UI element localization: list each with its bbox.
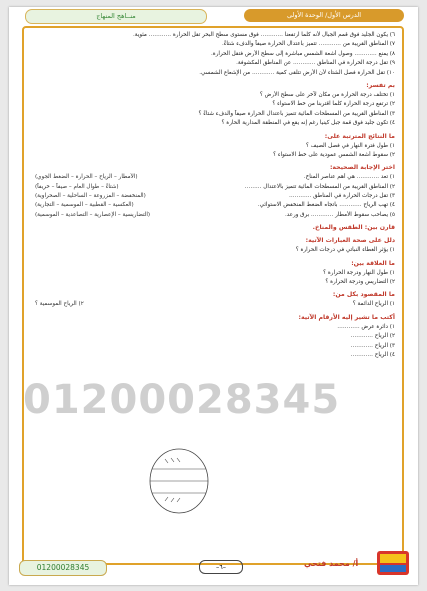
question-text: ١) تعد ………… هي أهم عناصر المناخ. [303, 174, 395, 181]
question-line: ١) تختلف درجة الحرارة من مكان لآخر على سطح الأرض ؟ [259, 91, 395, 98]
section-heading: دلل على صحة العبارات الآتية: [305, 237, 395, 245]
question-text: ١) الرياح الدائمة ؟ [352, 301, 395, 308]
section-heading: قارن بين: الطقس والمناخ. [312, 224, 395, 232]
question-line: ١) طول فترة النهار في فصل الصيف ؟ [305, 142, 395, 149]
header-lesson-title: الدرس الأول/ الوحدة الأولى [244, 9, 404, 22]
publisher-logo-icon [375, 549, 411, 577]
question-text: ٣) تقل درجات الحرارة في المناطق ………… [289, 193, 395, 200]
header-left-badge: منــاهج المنهاج [25, 9, 207, 24]
question-line: ١) دائرة عرض ………… [337, 323, 395, 330]
answer-options: (العكسية – القطبية – الموسمية – التجارية) [35, 202, 134, 209]
question-line: ٢) الرياح ………… [350, 333, 395, 340]
question-line: ٩) تقل درجة الحرارة في المناطق ………… عن المناطق المكشوفة. [236, 60, 395, 67]
question-line: ٣) المناطق القريبة من المسطحات المائية تتميز باعتدال الحرارة صيفاً والدفء شتاءً ؟ [198, 110, 395, 117]
question-line: ١) طول النهار ودرجة الحرارة ؟ [323, 269, 395, 276]
choice-question [35, 211, 395, 220]
choice-question [35, 300, 395, 309]
globe-diagram [147, 447, 211, 515]
question-line: ٤) تكون جليد فوق قمة جبل كينيا رغم إنه يقع في المنطقة المدارية الحارة ؟ [221, 120, 395, 127]
question-line: ٢) ترتفع درجة الحرارة كلما اقتربنا من خط الاستواء ؟ [272, 101, 395, 108]
worksheet-page [9, 7, 418, 585]
question-line: ٣) الرياح ………… [350, 342, 395, 349]
question-line: ٦) يكون الجليد فوق قمم الجبال لأنه كلما ارتفعنا ………… فوق مستوى سطح البحر تقل الحرارة ………… مئوية. [132, 32, 395, 38]
section-heading: اختر الإجابة الصحيحة: [329, 164, 395, 172]
choice-question [35, 183, 395, 192]
author-name: أ/ محمد فتحي [304, 559, 359, 568]
answer-options: (المنخفضة – المزروعة – الساحلية – الصحراوية) [35, 193, 146, 200]
section-heading: أكتب ما تشير إليه الأرقام الآتية: [298, 313, 395, 321]
page-number: –٦– [199, 560, 243, 574]
footer-phone: 01200028345 [19, 560, 107, 576]
watermark-number: 01200028345 [23, 377, 341, 423]
question-text: ٢) المناطق القريبة من المسطحات المائية تتميز بالاعتدال ……… [244, 183, 395, 190]
question-line: ١) يؤثر الغطاء النباتي في درجات الحرارة ؟ [295, 247, 395, 254]
choice-question [35, 201, 395, 210]
worksheet-content [35, 31, 395, 360]
section-heading: ما المقصود بكل من: [332, 291, 395, 299]
question-line: ٨) يمنع ………… وصول أشعة الشمس مباشرة إلى سطح الأرض فتقل الحرارة. [210, 50, 395, 57]
question-line: ٧) المناطق القريبة من ………… تتميز باعتدال الحرارة صيفاً والدفء شتاءً. [221, 41, 395, 48]
answer-options: (التضاريسية – الإعصارية – التصاعدية – الموسمية) [35, 211, 151, 218]
answer-options: (الأمطار – الرياح – الحرارة – الضغط الجوي) [35, 174, 138, 181]
question-line: ٢) التضاريس ودرجة الحرارة ؟ [325, 279, 395, 286]
question-text: ٥) يصاحب سقوط الأمطار ………… برق ورعد. [284, 211, 395, 218]
page-header [9, 7, 418, 24]
question-line: ٢) سقوط أشعة الشمس عمودية على خط الاستواء ؟ [273, 151, 395, 158]
question-text: ٤) تهب الرياح ………… باتجاه الضغط المنخفض الاستوائي. [257, 202, 395, 209]
choice-question [35, 173, 395, 182]
choice-question [35, 192, 395, 201]
question-line: ١٠) تقل الحرارة فصل الشتاء لأن الأرض تتلقى كمية ………… من الإشعاع الشمسي. [199, 69, 395, 76]
section-heading: ما العلاقة بين: [351, 259, 395, 267]
section-heading: بم تفسر: [366, 81, 395, 89]
answer-options: (شتاءً – طوال العام – صيفاً – خريفاً) [35, 183, 119, 190]
answer-options: ٢) الرياح الموسمية ؟ [35, 301, 84, 308]
section-heading: ما النتائج المترتبة على: [324, 132, 395, 140]
question-line: ٤) الرياح ………… [350, 351, 395, 358]
